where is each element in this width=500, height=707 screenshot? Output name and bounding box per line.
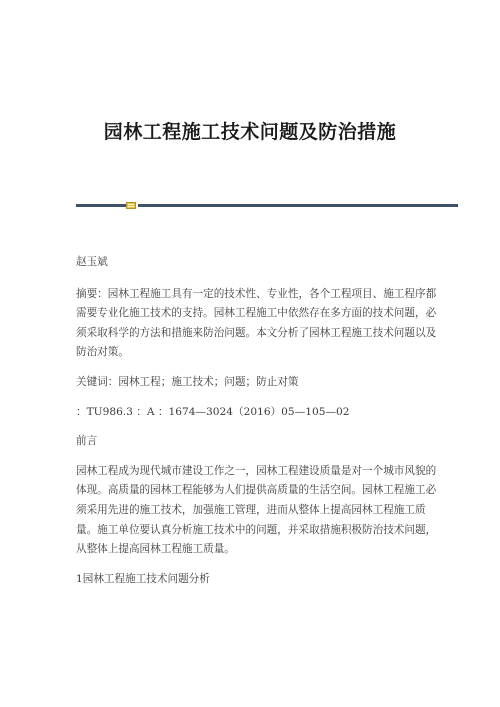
document-body [76,253,440,589]
preface-paragraph: 园林工程成为现代城市建设工作之一，园林工程建设质量是对一个城市风貌的体现。高质量的园林工程能够为人们提供高质量的生活空间。园林工程施工必须采用先进的施工技术，加强施工管理，进而从整体上提高园林工程施工质量。施工单位要认真分析施工技术中的问题，并采取措施积极防治技术问题，从整体上提高园林工程施工质量。 [76,464,437,556]
divider-bar-left [76,204,126,207]
divider-bar-right [138,204,458,207]
preface-heading: 前言 [76,435,98,448]
classification-line: ：TU986.3 ：A ：1674—3024（2016）05—105—02 [76,405,350,418]
keywords-line: 关键词：园林工程；施工技术；问题；防止对策 [76,375,299,388]
abstract-paragraph: 摘要：园林工程施工具有一定的技术性、专业性，各个工程项目、施工程序都需要专业化施工技术的支持。园林工程施工中依然存在多方面的技术问题，必须采取科学的方法和措施来防治问题。本文分析了园林工程施工技术问题以及防治对策。 [76,287,437,359]
title-divider [76,202,458,210]
section-1-heading: 1园林工程施工技术问题分析 [76,572,210,585]
document-title: 园林工程施工技术问题及防治措施 [103,121,397,143]
divider-book-icon [126,202,136,209]
author-name: 赵玉斌 [76,256,108,268]
